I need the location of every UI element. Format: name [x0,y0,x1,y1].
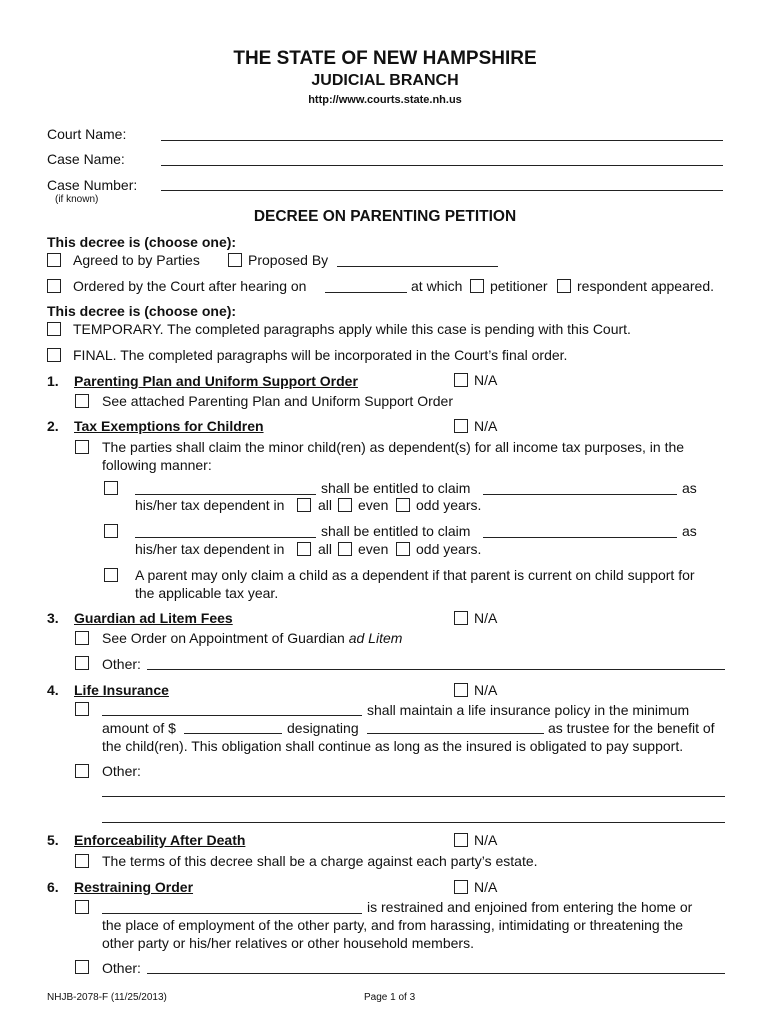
form-title: DECREE ON PARENTING PETITION [253,208,517,225]
section-4-title: Life Insurance [74,682,169,698]
case-name-label: Case Name: [47,151,125,167]
section-4-na-label: N/A [474,682,498,698]
gal-order-label [102,630,402,646]
parenting-plan-checkbox[interactable] [75,394,89,408]
section-1-title: Parenting Plan and Uniform Support Order [74,373,358,389]
tax-claim-2-all-checkbox[interactable] [297,542,311,556]
tax-claim-1-all-label: all [318,497,333,513]
tax-dependents-checkbox[interactable] [75,440,89,454]
form-id: NHJB-2078-F (11/25/2013) [47,992,167,1003]
parenting-plan-label: See attached Parenting Plan and Uniform Support Order [102,393,453,409]
tax-claim-2-odd-label: odd years. [416,541,482,557]
case-number-label: Case Number: [47,177,138,193]
tax-claim-1-even-checkbox[interactable] [338,498,352,512]
tax-claim-1-odd-label: odd years. [416,497,482,513]
tax-claim-2-entitled: shall be entitled to claim [321,523,471,539]
tax-claim-2-all-label: all [318,541,333,557]
tax-claim-1-entitled: shall be entitled to claim [321,480,471,496]
case-number-field[interactable] [161,190,723,191]
court-name-field[interactable] [161,140,723,141]
restrained-party-field[interactable] [102,913,362,914]
hearing-date-field[interactable] [325,292,407,293]
tax-claim-1-all-checkbox[interactable] [297,498,311,512]
tax-claim-2-child-field[interactable] [483,537,677,538]
section-5-na-label: N/A [474,832,498,848]
designating-label: designating [287,720,359,736]
decree-heading-1: This decree is (choose one): [47,234,237,250]
amount-field[interactable] [184,733,282,734]
section-6-other-label: Other: [102,960,141,976]
tax-claim-2-checkbox[interactable] [104,524,118,538]
section-4-other-checkbox[interactable] [75,764,89,778]
life-insurance-maintain: shall maintain a life insurance policy in the minimum [367,702,690,718]
respondent-label: respondent appeared. [577,278,714,294]
section-3-other-label: Other: [102,656,141,672]
section-3-other-checkbox[interactable] [75,656,89,670]
ordered-checkbox[interactable] [47,279,61,293]
temporary-label: TEMPORARY. The completed paragraphs apply while this case is pending with this Court. [73,321,631,337]
gal-order-text: See Order on Appointment of Guardian [102,630,349,646]
section-4-other-label: Other: [102,763,141,779]
section-6-na-label: N/A [474,879,498,895]
restraining-line-1: is restrained and enjoined from entering the home or [367,899,693,915]
estate-charge-checkbox[interactable] [75,854,89,868]
section-4-other-field-2[interactable] [102,822,725,823]
section-5-number: 5. [47,832,59,848]
section-6-title: Restraining Order [74,879,194,895]
proposed-checkbox[interactable] [228,253,242,267]
section-3-na-label: N/A [474,610,498,626]
proposed-label: Proposed By [248,252,329,268]
gal-order-italic: ad Litem [348,630,403,646]
proposed-by-field[interactable] [337,266,498,267]
section-1-na-label: N/A [474,372,498,388]
section-4-na-checkbox[interactable] [454,683,468,697]
tax-claim-2-even-label: even [358,541,389,557]
life-insurance-checkbox[interactable] [75,702,89,716]
tax-claim-1-child-field[interactable] [483,494,677,495]
final-checkbox[interactable] [47,348,61,362]
tax-claim-1-odd-checkbox[interactable] [396,498,410,512]
trustee-field[interactable] [367,733,544,734]
section-2-na-checkbox[interactable] [454,419,468,433]
section-2-title: Tax Exemptions for Children [74,418,264,434]
if-known-note: (if known) [55,194,99,205]
section-5-title: Enforceability After Death [74,832,246,848]
section-4-other-field-1[interactable] [102,796,725,797]
branch-title: JUDICIAL BRANCH [311,72,459,89]
tax-claim-1-party-field[interactable] [135,494,316,495]
amount-label: amount of $ [102,720,176,736]
petitioner-label: petitioner [490,278,548,294]
at-which-label: at which [411,278,463,294]
final-label: FINAL. The completed paragraphs will be incorporated in the Court’s final order. [73,347,568,363]
estate-charge-label: The terms of this decree shall be a charge against each party’s estate. [102,853,538,869]
trustee-label: as trustee for the benefit of [548,720,715,736]
tax-claim-2-as: as [682,523,697,539]
child-support-current-line-1: A parent may only claim a child as a dependent if that parent is current on child support for [135,567,695,583]
agreed-checkbox[interactable] [47,253,61,267]
section-6-other-checkbox[interactable] [75,960,89,974]
tax-claim-1-checkbox[interactable] [104,481,118,495]
child-support-current-checkbox[interactable] [104,568,118,582]
section-2-number: 2. [47,418,59,434]
tax-claim-1-dependent: his/her tax dependent in [135,497,285,513]
section-1-na-checkbox[interactable] [454,373,468,387]
insured-party-field[interactable] [102,715,362,716]
decree-heading-2: This decree is (choose one): [47,303,237,319]
section-3-other-field[interactable] [147,669,725,670]
section-6-na-checkbox[interactable] [454,880,468,894]
section-4-number: 4. [47,682,59,698]
temporary-checkbox[interactable] [47,322,61,336]
court-name-label: Court Name: [47,126,127,142]
ordered-label: Ordered by the Court after hearing on [73,278,307,294]
section-6-other-field[interactable] [147,973,725,974]
tax-claim-2-even-checkbox[interactable] [338,542,352,556]
agreed-label: Agreed to by Parties [73,252,200,268]
tax-dependents-line-2: following manner: [102,457,212,473]
state-title: THE STATE OF NEW HAMPSHIRE [233,48,537,69]
tax-claim-2-party-field[interactable] [135,537,316,538]
restraining-line-2: the place of employment of the other party, and from harassing, intimidating or threatening the [102,917,684,933]
insurance-obligation: the child(ren). This obligation shall continue as long as the insured is obligated to pay support. [102,738,684,754]
section-6-number: 6. [47,879,59,895]
gal-order-checkbox[interactable] [75,631,89,645]
petitioner-checkbox[interactable] [470,279,484,293]
section-3-number: 3. [47,610,59,626]
case-name-field[interactable] [161,165,723,166]
section-5-na-checkbox[interactable] [454,833,468,847]
restraining-order-checkbox[interactable] [75,900,89,914]
tax-claim-1-as: as [682,480,697,496]
section-3-na-checkbox[interactable] [454,611,468,625]
section-3-title: Guardian ad Litem Fees [74,610,233,626]
tax-dependents-line-1: The parties shall claim the minor child(ren) as dependent(s) for all income tax purposes, in the [102,439,685,455]
child-support-current-line-2: the applicable tax year. [135,585,279,601]
court-url: http://www.courts.state.nh.us [308,94,462,106]
restraining-line-3: other party or his/her relatives or other household members. [102,935,474,951]
tax-claim-2-dependent: his/her tax dependent in [135,541,285,557]
tax-claim-2-odd-checkbox[interactable] [396,542,410,556]
respondent-checkbox[interactable] [557,279,571,293]
tax-claim-1-even-label: even [358,497,389,513]
section-1-number: 1. [47,373,59,389]
page-number: Page 1 of 3 [364,992,416,1003]
section-2-na-label: N/A [474,418,498,434]
